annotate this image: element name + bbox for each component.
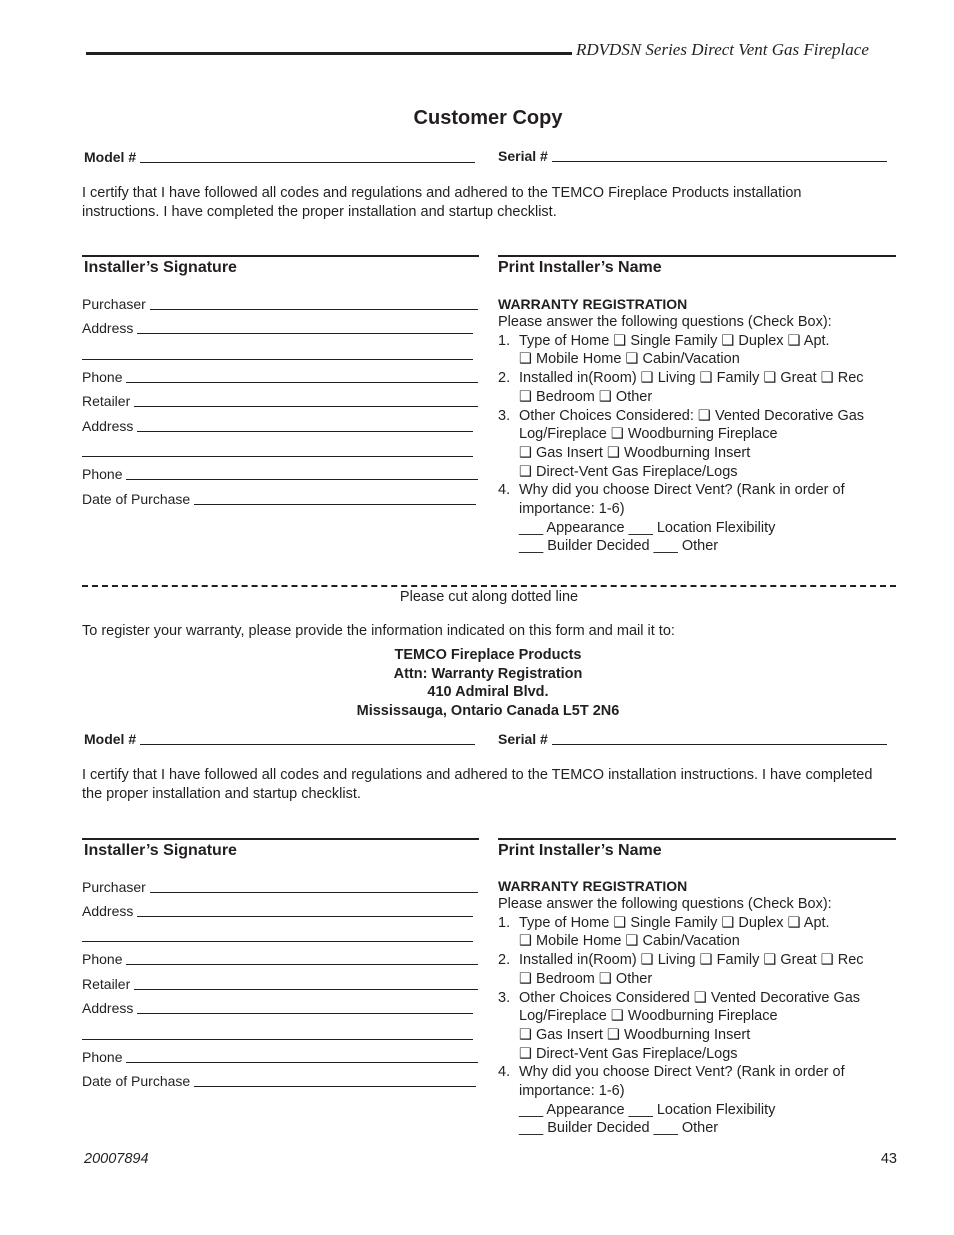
retailer-address-line-2[interactable] [82,456,473,457]
warranty-registration-2: WARRANTY REGISTRATION Please answer the following questions (Check Box): 1. Type of Home ❑ Single Family ❑ Duplex ❑ Apt. ❑ Mobile Home ❑ Cabin/Vacation 2. Installed in(Room) ❑ Living ❑ Family ❑ Great ❑ Rec ❑ Bedroom ❑ Other 3. Other Choices Considered ❑ Vented Decorative Gas Log/Fireplace ❑ Woodburning Fireplace ❑ Gas Insert ❑ Woodburning Insert ❑ Direct-Vent Gas Fireplace/Logs 4. Why did you choose Direct Vent? (Rank in order of importance: 1-6) ___ Appearance ___ Location Flexibility ___ Builder Decided ___ Other [498,878,864,1137]
address-field[interactable]: Address [82,320,473,336]
phone-field-2[interactable]: Phone [82,951,478,967]
page-number: 43 [880,1151,897,1167]
mail-intro: To register your warranty, please provide the information indicated on this form and mail it to: [82,623,675,639]
retailer-address-field[interactable]: Address [82,418,473,434]
signature-line-2 [82,838,479,840]
print-name-label-2: Print Installer’s Name [498,842,662,859]
retailer-phone-field[interactable]: Phone [82,466,478,482]
print-name-line-2 [498,838,896,840]
question-type-of-home[interactable]: 1. Type of Home ❑ Single Family ❑ Duplex ❑ Apt. [498,332,830,349]
question-why-direct-vent: 4. Why did you choose Direct Vent? (Rank in order of [498,482,845,499]
doc-number: 20007894 [84,1151,149,1167]
serial-field-2[interactable]: Serial # [498,731,887,747]
retailer-field[interactable]: Retailer [82,393,478,409]
certify-statement: I certify that I have followed all codes and regulations and adhered to the TEMCO Fireplace Products installation instructions. I have completed the proper installation and startup checklist. [82,185,802,220]
installer-signature-label: Installer’s Signature [84,259,237,276]
installer-signature-label-2: Installer’s Signature [84,842,237,859]
serial-field[interactable]: Serial # [498,148,887,164]
print-name-line [498,255,896,257]
phone-field[interactable]: Phone [82,369,478,385]
model-field-2[interactable]: Model # [84,731,475,747]
question-installed-room[interactable]: 2. Installed in(Room) ❑ Living ❑ Family ❑ Great ❑ Rec [498,370,864,387]
model-field[interactable]: Model # [84,149,475,165]
purchaser-field[interactable]: Purchaser [82,296,478,312]
question-type-of-home-2[interactable]: 1. Type of Home ❑ Single Family ❑ Duplex ❑ Apt. [498,914,830,931]
page-title: Customer Copy [413,107,563,129]
retailer-field-2[interactable]: Retailer [82,976,478,992]
cut-line [82,585,896,587]
question-other-choices-2[interactable]: 3. Other Choices Considered ❑ Vented Decorative Gas [498,989,861,1006]
retailer-address-line-2b[interactable] [82,1039,473,1040]
print-name-label: Print Installer’s Name [498,259,662,276]
mailing-address: TEMCO Fireplace Products Attn: Warranty Registration 410 Admiral Blvd. Mississauga, Ontario Canada L5T 2N6 [356,647,620,719]
address-line-2b[interactable] [82,941,473,942]
certify-statement-2: I certify that I have followed all codes and regulations and adhered to the TEMCO installation instructions. I have completed the proper installation and startup checklist. [82,767,873,802]
date-of-purchase-field-2[interactable]: Date of Purchase [82,1073,476,1089]
header-title: RDVDSN Series Direct Vent Gas Fireplace [576,40,869,59]
date-of-purchase-field[interactable]: Date of Purchase [82,491,476,507]
retailer-address-field-2[interactable]: Address [82,1000,473,1016]
retailer-phone-field-2[interactable]: Phone [82,1049,478,1065]
question-why-direct-vent-2: 4. Why did you choose Direct Vent? (Rank in order of [498,1064,845,1081]
address-line-2[interactable] [82,359,473,360]
question-other-choices[interactable]: 3. Other Choices Considered: ❑ Vented Decorative Gas [498,407,865,424]
signature-line [82,255,479,257]
header-rule [86,52,572,55]
purchaser-field-2[interactable]: Purchaser [82,879,478,895]
address-field-2[interactable]: Address [82,903,473,919]
cut-note: Please cut along dotted line [399,589,579,605]
warranty-registration: WARRANTY REGISTRATION Please answer the following questions (Check Box): 1. Type of Home ❑ Single Family ❑ Duplex ❑ Apt. ❑ Mobile Home ❑ Cabin/Vacation 2. Installed in(Room) ❑ Living ❑ Family ❑ Great ❑ Rec ❑ Bedroom ❑ Other 3. Other Choices Considered: ❑ Vented Decorative Gas Log/Fireplace ❑ Woodburning Fireplace ❑ Gas Insert ❑ Woodburning Insert ❑ Direct-Vent Gas Fireplace/Logs 4. Why did you choose Direct Vent? (Rank in order of importance: 1-6) ___ Appearance ___ Location Flexibility ___ Builder Decided ___ Other [498,296,865,555]
question-installed-room-2[interactable]: 2. Installed in(Room) ❑ Living ❑ Family ❑ Great ❑ Rec [498,952,864,969]
